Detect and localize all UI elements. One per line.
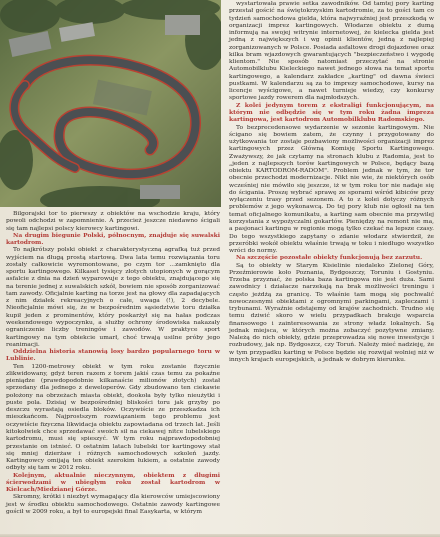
paragraph: Są to obiekty w Starym Kisielinie niedaleko Zielonej Góry, Przeźmierowie koło Poznania, Bydgoszczy, Toruniu i Gostyniu. Trzeba przyznać, że polska baza kartingowa nie jest duża. Sami zawodnicy i działacze narzekają na brak możliwości treningu i często jeżdżą za granicę. To właśnie tam mogą się pochwalić nowoczesnymi obiektami z ogromnymi parkingami, zapleczami i trybunami. Wyraźnie odstajemy od krajów zachodnich. Trudno się temu dziwić skoro w wielu przypadkach brakuje wsparcia finansowego i zainteresowania ze strony władz lokalnych. Są jednak miejsca, w których można zobaczyć pozytywne zmiany. Należą do nich obiekty, gdzie przeprowadza się nowe inwestycje i rozbudowy, jak np. Bydgoszcz, czy Toruń. Należy mieć nadzieję, że w tym przypadku karting w Polsce będzie się rozwijał wolniej niż w innych krajach europejskich, a jednak w dobrym kierunku. bbox=[229, 261, 434, 364]
highlight-paragraph: Na drugim biegunie Polski, północnym, znajduje się suwalski kartodrom. bbox=[6, 231, 220, 247]
paragraph: wystartowała prawie setka zawodników. Od tamtej pory karting przestał gościć na świętokrzyskim kartodromie, za to gości tam co tydzień samochodowa gielda, która najwyraźniej jest przeszkodą w organizacji imprez kartingowych. Włodarze obiektu z dumą informują na swojej witrynie internetowej, że kielecka gielda jest jedną z największych i wg opinii klientów, jedną z najlepiej zorganizowanych w Polsce. Posiada asfaltowe drogi dojazdowe oraz kilka bram wjazdowych gwarantujących "bezpieczeństwo i wygodę klientom." Nie sposób natomiast przeczytać na stronie Automobilklubu Kieleckiego nawet jednego słowa na temat sportu kartingowego, a kalendarz zakładce „karting" od dawna świeci pustkami. W kalendarzu są za to imprezy samochodowe, kursy na licencje wyścigowe, a nawet turnieje wiedzy, czy konkursy sportowe jazdy rowerem dla najmłodszych. bbox=[229, 0, 434, 102]
race-track-illustration bbox=[0, 0, 221, 207]
highlight-paragraph: Z kolei jedynym torem z ekstraligi funkcjonującym, na którym nie odbędzie się w tym roku żadna impreza kartingowa, jest kartodrom Automobilklubu Radomskiego. bbox=[229, 101, 434, 124]
paragraph: Ten 1200-metrowy obiekt w tym roku zostanie fizycznie zlikwidowany, gdyż teren razem z torem jakiś czas temu za pokaźne pieniądze (prawdopodobnie kilkanaście milionów złotych) został sprzedany dla jednego z deweloperów. Gdy zbudowano ten ciekawie położony na obrzeżach miasta obiekt, dookoła były tylko nieużytki i puste pola. Dzisiaj w bezpośredniej bliskości toru jak grzyby po deszczu wyrastają osiedla bloków. Oczywiście ze przeszkadza ich mieszkańcom. Najprostszym rozwiązaniem tego problemu jest oczywiście fizyczna likwidacja obiektu zapowiadana od trzech lat. Jeśli kitokolwiek chce sprzedawać swoich sił na ciekawej nitce lubelskiego kartodromu, musi się spieszyć. W tym roku najprawdopodobniej przestanie on istnieć. O ostatnim latach lubelski tor kartingowy stał się mniej dzierżaw i różnych samochodowych szkoleń jazdy. Kartingowcy omijają ten obiekt szerokim łukiem, a ostatnie zawody odbyły się tam w 2012 roku. bbox=[6, 362, 220, 472]
paragraph: To najkrótszy polski obiekt z charakterystyczną agrafką tuż przed wyjściem na długą prostą startową. Dwa lata temu rozwiązania toru zostały całkowicie wyremontowane, po czym tor ...zamknięto dla sportu kartingowego. Kilkaset tysięcy złotych utopionych w gorącym asfalcie z dnia na dzień wyparowuje z tego obiektu, znajdującego się na terenie jednej z suwalskich szkół, bowiem nie sposób zorganizować tam zawody. Oficjalnie karting na torze jest na głowy dla zapadających z nim działek rekreacyjnych o całe, uwaga (!), 2 decybele. Nieoficjalnie mówi się, że w bezpośrednim sąsiedztwie toru działka kupił jeden z prominentów, który poskarżył się na hałas podczas weekendowego wypoczynku, a służby ochrony środowiska nakazały ograniczenie liczby treningów i zawodów. W praktyce sport kartingowy na tym obiekcie umarł, choć trwają usilne próby jego reanimacji. bbox=[6, 246, 220, 348]
highlight-paragraph: Kolejnym, aktualnie nieczynnym, obiektem z długimi ścierwodzami w ubiegłym roku został kartodrom w Kielcach/Miedzianej Górze. bbox=[6, 471, 220, 494]
highlight-paragraph: Na szczęście pozostałe obiekty funkcjonują bez zarzutu. bbox=[236, 254, 423, 262]
highlight-paragraph: Oddzielna historia stanowią losy bardzo popularnego toru w Lublinie. bbox=[6, 348, 220, 363]
race-track-aerial-photo bbox=[0, 0, 221, 207]
article-column-right-top bbox=[229, 0, 434, 363]
paragraph: Bilgorajski tor to pierwszy z obiektów na wschodzie kraju, który powoli odchodzi w zapomnienie. A przecież jeszcze niedawno ścigali się tam najlepsi polscy kierowcy kartingowi. bbox=[6, 210, 220, 232]
paragraph: To bezprecedensowe wydarzenie w sezonie kartingowym. Nie ścigano się bowiem zatem, że czynny i przygotowany do użytkowania tor zostaje pozbawiony możliwości organizacji imprez kartingowych przez Główną Komisję Sportu Kartingowego. Zważywszy, że jak czytamy na stronach klubu z Radomia, jest to „jeden z najlepszych torów kartingowych w Polsce, będący bazą obiektu KARTODROM-RADOM". Problem jednak w tym, że tor obecnie przechodzi modernizacje. Nikt nie wie, że niektórych osób wcześniej nie mówiło się jeszcze, iż w tym roku tor nie nadaje się do ścigania. Proszę wybrać sprawę ze sporami wśród kibiców przy wyłączeniu trasy przed sezonem. A to z kolei dotyczy różnych problemów z jego wykonawcą. Do tej pory klub nie ogłosił na ten temat oficjalnego komunikatu, a karting sam obecnie ma przywilej korzystania z wypożyczalni gokartów. Pieniędzy na remont nie ma, a pasjonaci kartingu w regionie mogą tylko czekać na lepsze czasy. Do tego wszystkiego zapytany o zdanie włodarz stwierdził, że przeróbki wokół obiektu właśnie trwają w toku i niedługo wszystko wróci do normy. bbox=[229, 123, 434, 255]
paragraph: Skromny, krótki i niezbyt wymagający dla kierowców umiejscowiony jest w środku obiektu samochodowego. Ostatnie zawody kartingowe gościł w 2009 roku, a był to europejski final Easykarta, w którym bbox=[6, 493, 220, 515]
article-column-left bbox=[6, 210, 220, 515]
